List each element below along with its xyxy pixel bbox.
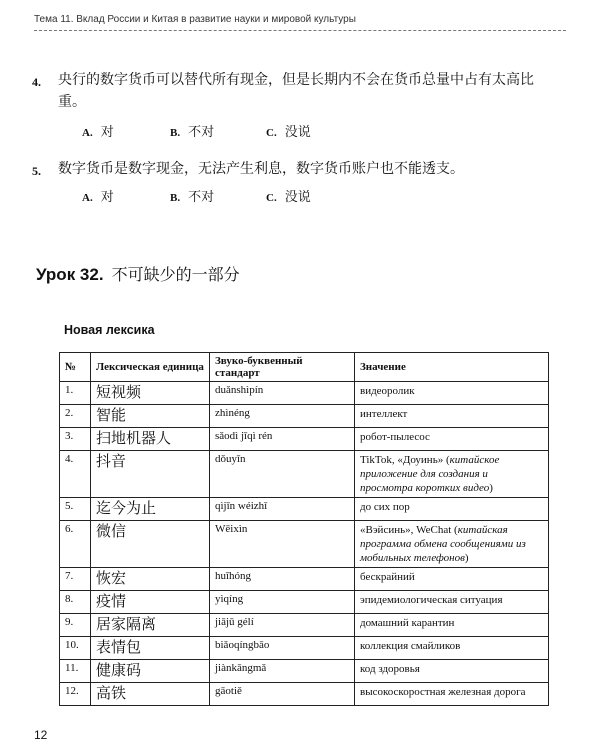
row-pinyin: jiājū gélí — [210, 614, 355, 637]
row-number: 2. — [60, 405, 91, 428]
table-header-row — [60, 353, 549, 382]
option-letter: C. — [266, 192, 277, 204]
meaning-main: «Вэйсинь», WeChat ( — [360, 524, 458, 536]
row-pinyin: zhìnéng — [210, 405, 355, 428]
option-text: 没说 — [284, 189, 311, 204]
lesson-heading — [36, 262, 240, 285]
row-meaning — [355, 451, 549, 498]
row-pinyin: gāotiě — [210, 683, 355, 706]
row-word: 表情包 — [91, 637, 210, 660]
table-row — [60, 591, 549, 614]
row-number: 1. — [60, 382, 91, 405]
row-number: 8. — [60, 591, 91, 614]
option-b — [170, 186, 266, 205]
question-text: 数字货币是数字现金，无法产生利息，数字货币账户也不能透支。 — [58, 162, 464, 177]
table-row — [60, 568, 549, 591]
table-row — [60, 521, 549, 568]
vocab-table — [59, 352, 549, 706]
option-letter: B. — [170, 127, 181, 139]
row-word: 扫地机器人 — [91, 428, 210, 451]
option-letter: B. — [170, 192, 181, 204]
table-row — [60, 614, 549, 637]
row-number: 4. — [60, 451, 91, 498]
meaning-note: китайское приложение для создания и просмотра коротких видео — [360, 454, 500, 494]
table-row — [60, 382, 549, 405]
option-a — [82, 121, 170, 140]
row-number: 5. — [60, 498, 91, 521]
row-meaning: видеоролик — [355, 382, 549, 405]
question-number: 4. — [32, 75, 41, 89]
header-meaning: Значение — [355, 353, 549, 382]
row-number: 12. — [60, 683, 91, 706]
row-meaning: до сих пор — [355, 498, 549, 521]
question-number: 5. — [32, 164, 41, 178]
row-word: 微信 — [91, 521, 210, 568]
row-word: 迄今为止 — [91, 498, 210, 521]
meaning-note: китайская программа обмена сообщениями из мобильных телефонов — [360, 524, 526, 564]
row-number: 3. — [60, 428, 91, 451]
header-divider — [34, 30, 566, 31]
row-pinyin: duǎnshìpín — [210, 382, 355, 405]
option-c — [266, 186, 311, 205]
header-pinyin: Звуко-буквенный стандарт — [210, 353, 355, 382]
row-word: 高铁 — [91, 683, 210, 706]
row-pinyin: huīhóng — [210, 568, 355, 591]
row-meaning: эпидемиологическая ситуация — [355, 591, 549, 614]
vocab-title: Новая лексика — [64, 323, 155, 337]
question-4 — [32, 70, 534, 114]
row-word: 智能 — [91, 405, 210, 428]
header-number: № — [60, 353, 91, 382]
row-meaning: высокоскоростная железная дорога — [355, 683, 549, 706]
table-row — [60, 428, 549, 451]
question-text: 央行的数字货币可以替代所有现金，但是长期内不会在货币总量中占有太高比重。 — [58, 73, 534, 110]
row-meaning: интеллект — [355, 405, 549, 428]
meaning-tail: ) — [489, 482, 493, 494]
row-meaning: код здоровья — [355, 660, 549, 683]
row-meaning: домашний карантин — [355, 614, 549, 637]
question-4-options — [82, 121, 311, 140]
option-letter: A. — [82, 127, 93, 139]
option-letter: A. — [82, 192, 93, 204]
option-text: 对 — [100, 124, 114, 139]
row-word: 居家隔离 — [91, 614, 210, 637]
meaning-main: TikTok, «Доуинь» ( — [360, 454, 450, 466]
meaning-tail: ) — [464, 552, 469, 564]
table-row — [60, 637, 549, 660]
row-pinyin: yìqíng — [210, 591, 355, 614]
table-row — [60, 498, 549, 521]
option-text: 不对 — [188, 189, 215, 204]
row-pinyin: Wēixìn — [210, 521, 355, 568]
row-word: 恢宏 — [91, 568, 210, 591]
row-pinyin: dǒuyīn — [210, 451, 355, 498]
table-row — [60, 683, 549, 706]
option-letter: C. — [266, 127, 277, 139]
question-5 — [32, 159, 534, 181]
row-word: 抖音 — [91, 451, 210, 498]
option-text: 不对 — [188, 124, 215, 139]
row-pinyin: jiànkāngmǎ — [210, 660, 355, 683]
header-word: Лексическая единица — [91, 353, 210, 382]
row-meaning — [355, 521, 549, 568]
option-text: 对 — [100, 189, 114, 204]
table-row — [60, 660, 549, 683]
option-a — [82, 186, 170, 205]
table-row — [60, 451, 549, 498]
option-b — [170, 121, 266, 140]
table-row — [60, 405, 549, 428]
lesson-title: 不可缺少的一部分 — [111, 267, 240, 284]
row-meaning: бескрайний — [355, 568, 549, 591]
row-word: 健康码 — [91, 660, 210, 683]
row-pinyin: qìjīn wéizhǐ — [210, 498, 355, 521]
row-word: 疫情 — [91, 591, 210, 614]
option-text: 没说 — [284, 124, 311, 139]
row-number: 6. — [60, 521, 91, 568]
option-c — [266, 121, 311, 140]
row-number: 9. — [60, 614, 91, 637]
row-number: 11. — [60, 660, 91, 683]
row-word: 短视频 — [91, 382, 210, 405]
row-meaning: робот-пылесос — [355, 428, 549, 451]
row-pinyin: sǎodì jīqì rén — [210, 428, 355, 451]
running-header: Тема 11. Вклад России и Китая в развитие науки и мировой культуры — [34, 14, 356, 25]
question-5-options — [82, 186, 311, 205]
row-pinyin: biǎoqíngbāo — [210, 637, 355, 660]
row-meaning: коллекция смайликов — [355, 637, 549, 660]
row-number: 10. — [60, 637, 91, 660]
row-number: 7. — [60, 568, 91, 591]
page-number: 12 — [34, 728, 48, 742]
lesson-label: Урок 32. — [36, 265, 104, 284]
